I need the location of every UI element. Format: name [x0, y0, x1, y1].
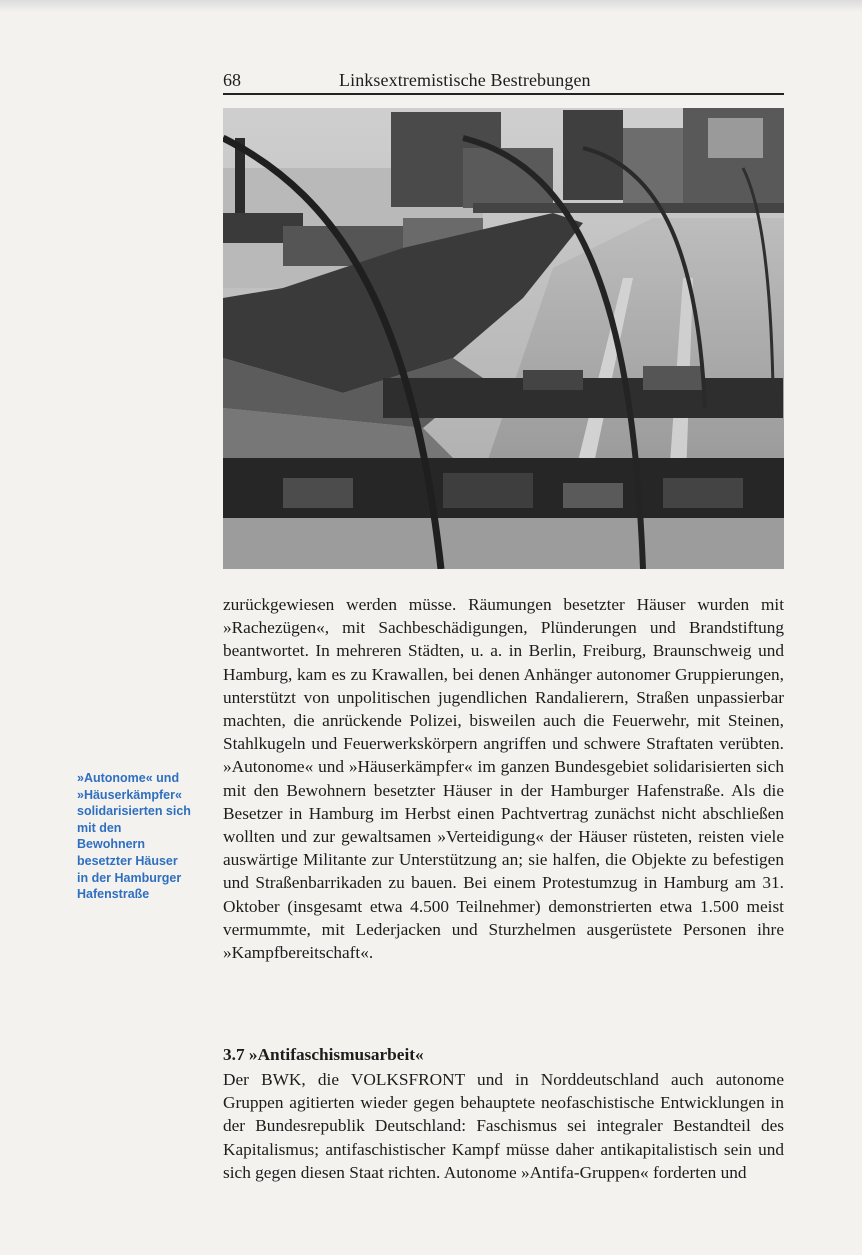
running-title: Linksextremistische Bestrebungen: [339, 70, 591, 90]
margin-note: »Autonome« und »Häuserkämpfer« solidarisierten sich mit den Bewohnern besetzter Häuser in der Hamburger Hafenstraße: [77, 771, 191, 902]
section-paragraph: Der BWK, die VOLKSFRONT und in Norddeutschland auch autonome Gruppen agitierten wieder gegen behauptete neofaschistische Entwicklungen in der Bundesrepublik Deutschland: Faschismus sei integraler Bestandteil des Kapitalismus; antifaschistischer Kampf müsse daher antikapitalistisch sein und sich gegen diesen Staat richten. Autonome »Antifa-Gruppen« forderten und: [223, 1070, 784, 1182]
page-number: 68: [223, 70, 241, 90]
photo-illustration: [223, 108, 784, 569]
photo-barricades: [223, 108, 784, 569]
body-paragraph: zurückgewiesen werden müsse. Räumungen besetzter Häuser wurden mit »Rachezügen«, mit Sachbeschädigungen, Plünderungen und Brandstiftung beantwortet. In mehreren Städten, u. a. in Berlin, Freiburg, Braunschweig und Hamburg, kam es zu Krawallen, bei denen Anhänger autonomer Gruppierungen, unterstützt von unpolitischen jugendlichen Randalierern, Straßen unpassierbar machten, die anrückende Polizei, bisweilen auch die Feuerwehr, mit Steinen, Stahlkugeln und Feuerwerkskörpern angriffen und schwere Straftaten verübten. »Autonome« und »Häuserkämpfer« im ganzen Bundesgebiet solidarisierten sich mit den Bewohnern besetzter Häuser in der Hamburger Hafenstraße. Als die Besetzer in Hamburg im Herbst einen Pachtvertrag zunächst nicht abschließen wollten und zur gewaltsamen »Verteidigung« der Häuser rüsteten, reisten viele auswärtige Militante zur Unterstützung an; sie halfen, die Objekte zu befestigen und Straßenbarrikaden zu bauen. Bei einem Protestumzug in Hamburg am 31. Oktober (insgesamt etwa 4.500 Teilnehmer) demonstrierten etwa 1.500 meist vermummte, mit Lederjacken und Sturzhelmen ausgerüstete Personen ihre »Kampfbereitschaft«.: [223, 595, 784, 963]
page-top-edge: [0, 0, 862, 12]
header-rule: [223, 93, 784, 95]
section-heading: 3.7 »Antifaschismusarbeit«: [223, 1045, 424, 1064]
